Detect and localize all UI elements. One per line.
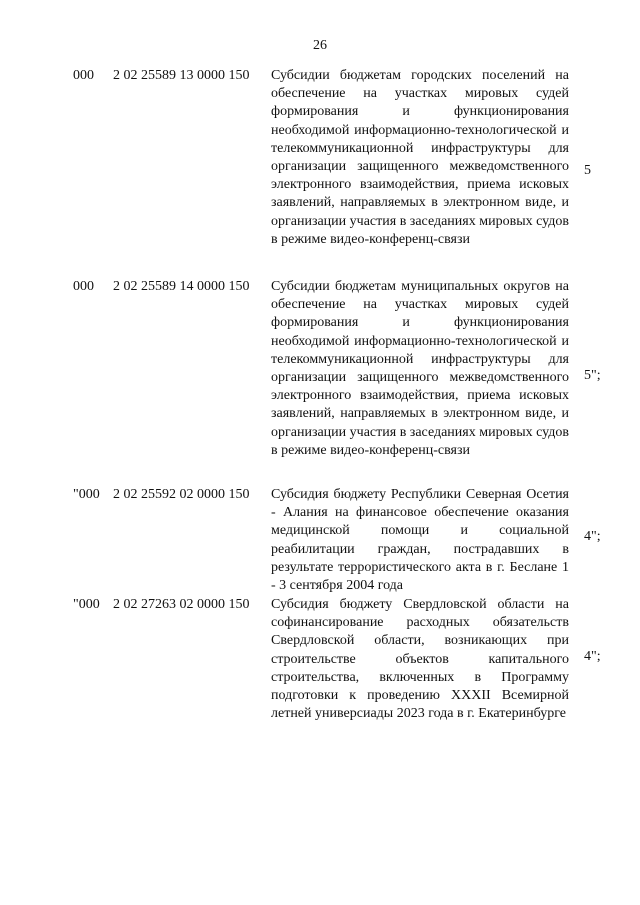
table-row [0,596,640,746]
classification-code: 2 02 25589 13 0000 150 [113,68,250,83]
table-row [0,67,640,278]
income-description: Субсидия бюджету Свердловской области на софинансирование расходных обязательств Свердловской области, возникающих при строительстве объектов капитального строительства, включенных в Программу подготовки к проведению XXXII Всемирной летней универсиады 2023 года в г. Екатеринбурге [271,597,569,722]
income-description: Субсидия бюджету Республики Северная Осетия - Алания на финансовое обеспечение оказания медицинской помощи и социальной реабилитации граждан, пострадавших в результате террористического акта в г. Беслане 1 - 3 сентября 2004 года [271,487,569,594]
norm-percent: 5 [584,163,591,178]
budget-table [0,67,640,746]
norm-percent: 4"; [584,529,601,544]
classification-code: 2 02 25589 14 0000 150 [113,279,250,294]
classification-code: 2 02 25592 02 0000 150 [113,487,250,502]
income-description: Субсидии бюджетам городских поселений на обеспечение на участках мировых судей формирования и функционирования необходимой информационно-технологической и телекоммуникационной инфраструктуры для организации защищенного межведомственного электронного взаимодействия, приема исковых заявлений, направляемых в электронном виде, и организации участия в заседаниях мировых судов в режиме видео-конференц-связи [271,68,569,247]
admin-code: 000 [73,279,94,294]
classification-code: 2 02 27263 02 0000 150 [113,597,250,612]
income-description: Субсидии бюджетам муниципальных округов на обеспечение на участках мировых судей формирования и функционирования необходимой информационно-технологической и телекоммуникационной инфраструктуры для организации защищенного межведомственного электронного взаимодействия, приема исковых заявлений, направляемых в электронном виде, и организации участия в заседаниях мировых судов в режиме видео-конференц-связи [271,279,569,458]
admin-code: 000 [73,68,94,83]
admin-code: "000 [73,487,100,502]
table-row [0,486,640,596]
admin-code: "000 [73,597,100,612]
norm-percent: 4"; [584,649,601,664]
table-row [0,278,640,486]
page-number: 26 [313,38,327,53]
norm-percent: 5"; [584,368,601,383]
